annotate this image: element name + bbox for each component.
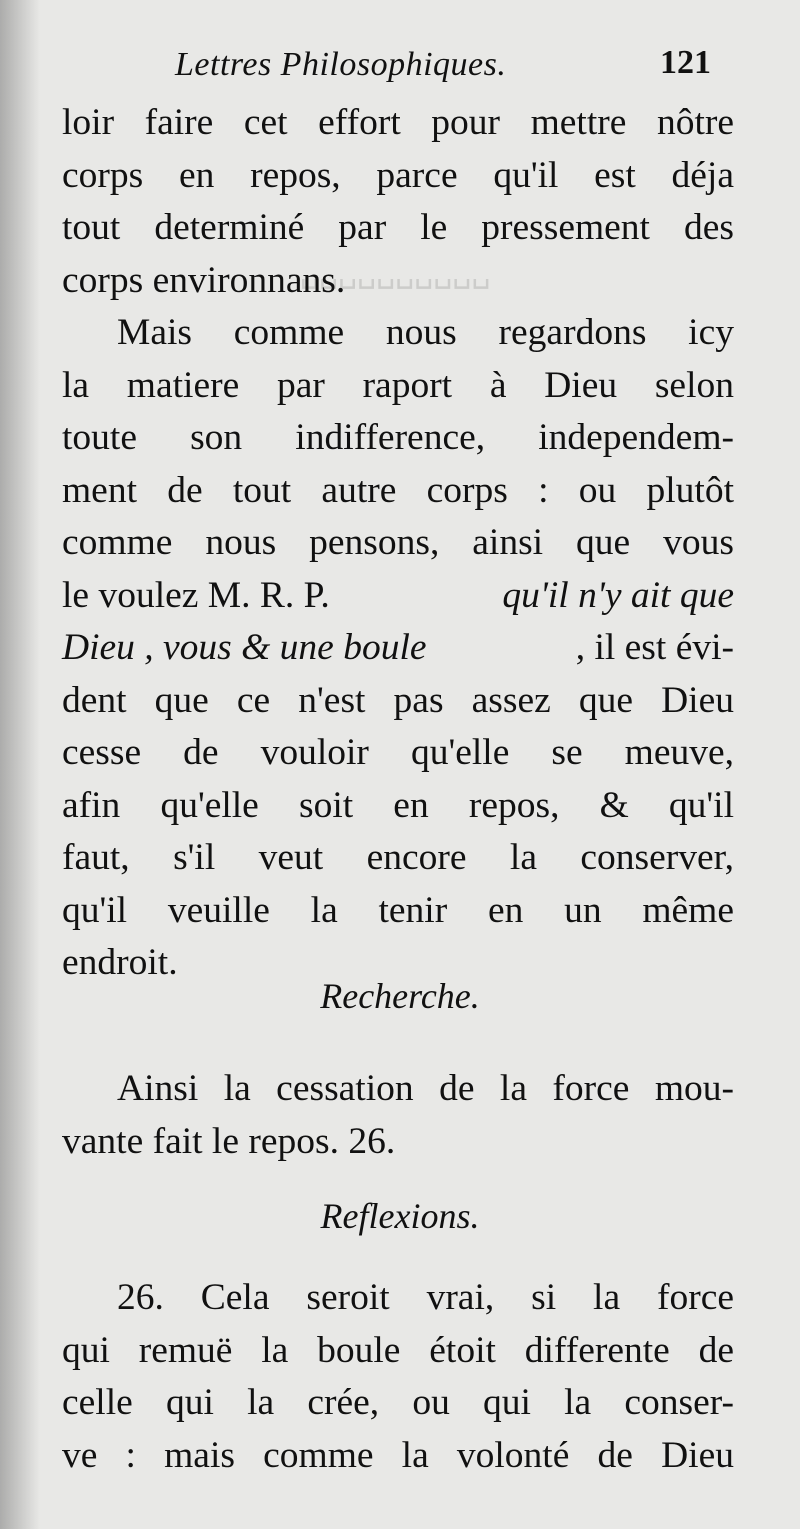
section-heading-recherche: Recherche. xyxy=(320,976,480,1016)
text-line: faut, s'il veut encore la conserver, xyxy=(62,837,734,878)
text-line: endroit. xyxy=(62,942,178,983)
text-line-mixed xyxy=(62,622,734,675)
text-line: corps environnans. xyxy=(62,259,346,301)
text-line: la matiere par raport à Dieu selon xyxy=(62,364,734,406)
text-line: toute son indifference, independem- xyxy=(62,417,734,458)
text-line-mixed xyxy=(62,570,734,623)
text-line: ment de tout autre corps : ou plutôt xyxy=(62,469,734,511)
text-line: Ainsi la cessation de la force mou- xyxy=(117,1068,734,1109)
text-line: afin qu'elle soit en repos, & qu'il xyxy=(62,784,734,826)
running-title: Lettres Philosophiques. xyxy=(175,46,507,83)
show-through-texture: ␣␣␣␣␣␣␣␣␣␣ xyxy=(300,256,491,289)
italic-segment: qu'il n'y ait que xyxy=(502,574,734,616)
text-line: corps en repos, parce qu'il est déja xyxy=(62,154,734,196)
text-line: cesse de vouloir qu'elle se meuve, xyxy=(62,732,734,773)
text-line: vante fait le repos. 26. xyxy=(62,1120,396,1162)
text-line: Mais comme nous regardons icy xyxy=(117,312,734,353)
text-segment: le voulez M. R. P. xyxy=(62,574,330,616)
text-line: celle qui la crée, ou qui la conser- xyxy=(62,1382,734,1423)
page-number: 121 xyxy=(660,44,711,81)
text-line: tout determiné par le pressement des xyxy=(62,207,734,248)
text-line: ve : mais comme la volonté de Dieu xyxy=(62,1434,734,1476)
text-line: loir faire cet effort pour mettre nôtre xyxy=(62,102,734,143)
text-line: qu'il veuille la tenir en un même xyxy=(62,889,734,931)
paragraph-block-1 xyxy=(62,97,734,990)
text-line: comme nous pensons, ainsi que vous xyxy=(62,522,734,563)
page-edge-shadow xyxy=(0,0,40,1529)
paragraph-block-2 xyxy=(62,1063,734,1168)
text-line: 26. Cela seroit vrai, si la force xyxy=(117,1277,734,1318)
text-line: qui remuë la boule étoit differente de xyxy=(62,1329,734,1371)
text-segment: , il est évi- xyxy=(575,627,734,668)
paragraph-block-3 xyxy=(62,1272,734,1482)
italic-segment: Dieu , vous & une boule xyxy=(62,627,427,668)
page-header xyxy=(0,40,800,100)
text-line: dent que ce n'est pas assez que Dieu xyxy=(62,679,734,721)
section-heading-reflexions: Reflexions. xyxy=(320,1196,480,1236)
